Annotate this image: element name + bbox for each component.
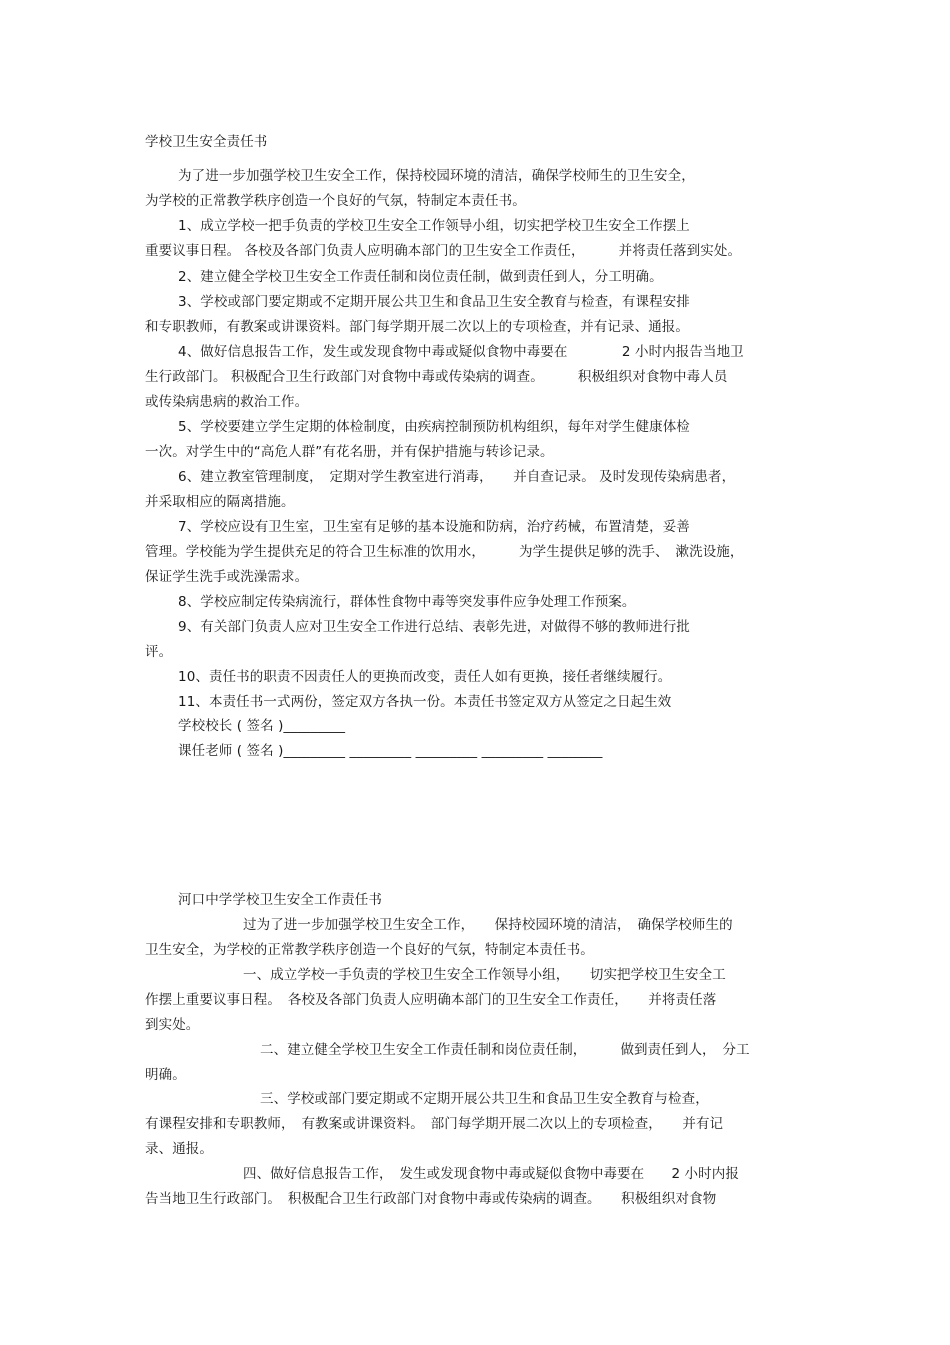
doc1-line: 6、建立教室管理制度， 定期对学生教室进行消毒， 并自查记录。 及时发现传染病患者， — [178, 469, 736, 485]
doc1-line: 2、建立健全学校卫生安全工作责任制和岗位责任制，做到责任到人，分工明确。 — [178, 269, 663, 285]
doc1-line: 保证学生洗手或洗澡需求。 — [145, 569, 309, 585]
doc1-line: 一次。对学生中的“高危人群”有花名册，并有保护措施与转诊记录。 — [145, 444, 554, 460]
doc1-line: 评。 — [145, 644, 173, 660]
doc2-line: 录、通报。 — [145, 1141, 213, 1157]
doc1-line: 5、学校要建立学生定期的体检制度，由疾病控制预防机构组织，每年对学生健康体检 — [178, 419, 690, 435]
doc1-line: 生行政部门。 积极配合卫生行政部门对食物中毒或传染病的调查。 积极组织对食物中毒人员 — [145, 369, 728, 385]
doc1-line: 9、有关部门负责人应对卫生安全工作进行总结、表彰先进，对做得不够的教师进行批 — [178, 619, 690, 635]
doc1-line: 重要议事日程。 各校及各部门负责人应明确本部门的卫生安全工作责任， 并将责任落到实处。 — [145, 243, 742, 259]
teacher-signature-line: 课任老师 ( 签名 )_________ _________ _________ _________ ________ — [178, 743, 603, 759]
doc1-line: 8、学校应制定传染病流行，群体性食物中毒等突发事件应争处理工作预案。 — [178, 594, 636, 610]
doc1-line: 为学校的正常教学秩序创造一个良好的气氛，特制定本责任书。 — [145, 193, 526, 209]
doc2-line: 卫生安全，为学校的正常教学秩序创造一个良好的气氛，特制定本责任书。 — [145, 942, 594, 958]
doc2-line: 到实处。 — [145, 1017, 200, 1033]
doc1-title: 学校卫生安全责任书 — [145, 134, 268, 150]
principal-signature-line: 学校校长 ( 签名 )_________ — [178, 718, 346, 734]
doc2-line: 三、学校或部门要定期或不定期开展公共卫生和食品卫生安全教育与检查， — [260, 1091, 709, 1107]
doc1-line: 1、成立学校一把手负责的学校卫生安全工作领导小组，切实把学校卫生安全工作摆上 — [178, 218, 690, 234]
doc2-line: 过为了进一步加强学校卫生安全工作， 保持校园环境的清洁， 确保学校师生的 — [243, 917, 733, 933]
doc2-title: 河口中学学校卫生安全工作责任书 — [178, 892, 382, 908]
doc1-line: 11、本责任书一式两份，签定双方各执一份。本责任书签定双方从签定之日起生效 — [178, 694, 672, 710]
doc2-line: 四、做好信息报告工作， 发生或发现食物中毒或疑似食物中毒要在 2 小时内报 — [243, 1166, 739, 1182]
doc1-line: 7、学校应设有卫生室，卫生室有足够的基本设施和防病，治疗药械，布置清楚，妥善 — [178, 519, 690, 535]
doc1-line: 3、学校或部门要定期或不定期开展公共卫生和食品卫生安全教育与检查，有课程安排 — [178, 294, 690, 310]
doc2-line: 二、建立健全学校卫生安全工作责任制和岗位责任制， 做到责任到人， 分工 — [260, 1042, 750, 1058]
doc1-line: 4、做好信息报告工作，发生或发现食物中毒或疑似食物中毒要在 2 小时内报告当地卫 — [178, 344, 744, 360]
doc1-line: 和专职教师，有教案或讲课资料。部门每学期开展二次以上的专项检查，并有记录、通报。 — [145, 319, 689, 335]
doc2-line: 作摆上重要议事日程。 各校及各部门负责人应明确本部门的卫生安全工作责任， 并将责任落 — [145, 992, 717, 1008]
doc1-line: 管理。学校能为学生提供充足的符合卫生标准的饮用水， 为学生提供足够的洗手、 漱洗设施， — [145, 544, 744, 560]
doc1-line: 10、责任书的职责不因责任人的更换而改变，责任人如有更换，接任者继续履行。 — [178, 669, 672, 685]
doc2-line: 有课程安排和专职教师， 有教案或讲课资料。 部门每学期开展二次以上的专项检查， 并有记 — [145, 1116, 724, 1132]
doc1-line: 并采取相应的隔离措施。 — [145, 494, 295, 510]
doc1-line: 为了进一步加强学校卫生安全工作，保持校园环境的清洁，确保学校师生的卫生安全， — [178, 168, 695, 184]
doc2-line: 一、成立学校一手负责的学校卫生安全工作领导小组， 切实把学校卫生安全工 — [243, 967, 726, 983]
doc1-line: 或传染病患病的救治工作。 — [145, 394, 309, 410]
doc2-line: 明确。 — [145, 1067, 186, 1083]
doc2-line: 告当地卫生行政部门。 积极配合卫生行政部门对食物中毒或传染病的调查。 积极组织对食物 — [145, 1191, 717, 1207]
